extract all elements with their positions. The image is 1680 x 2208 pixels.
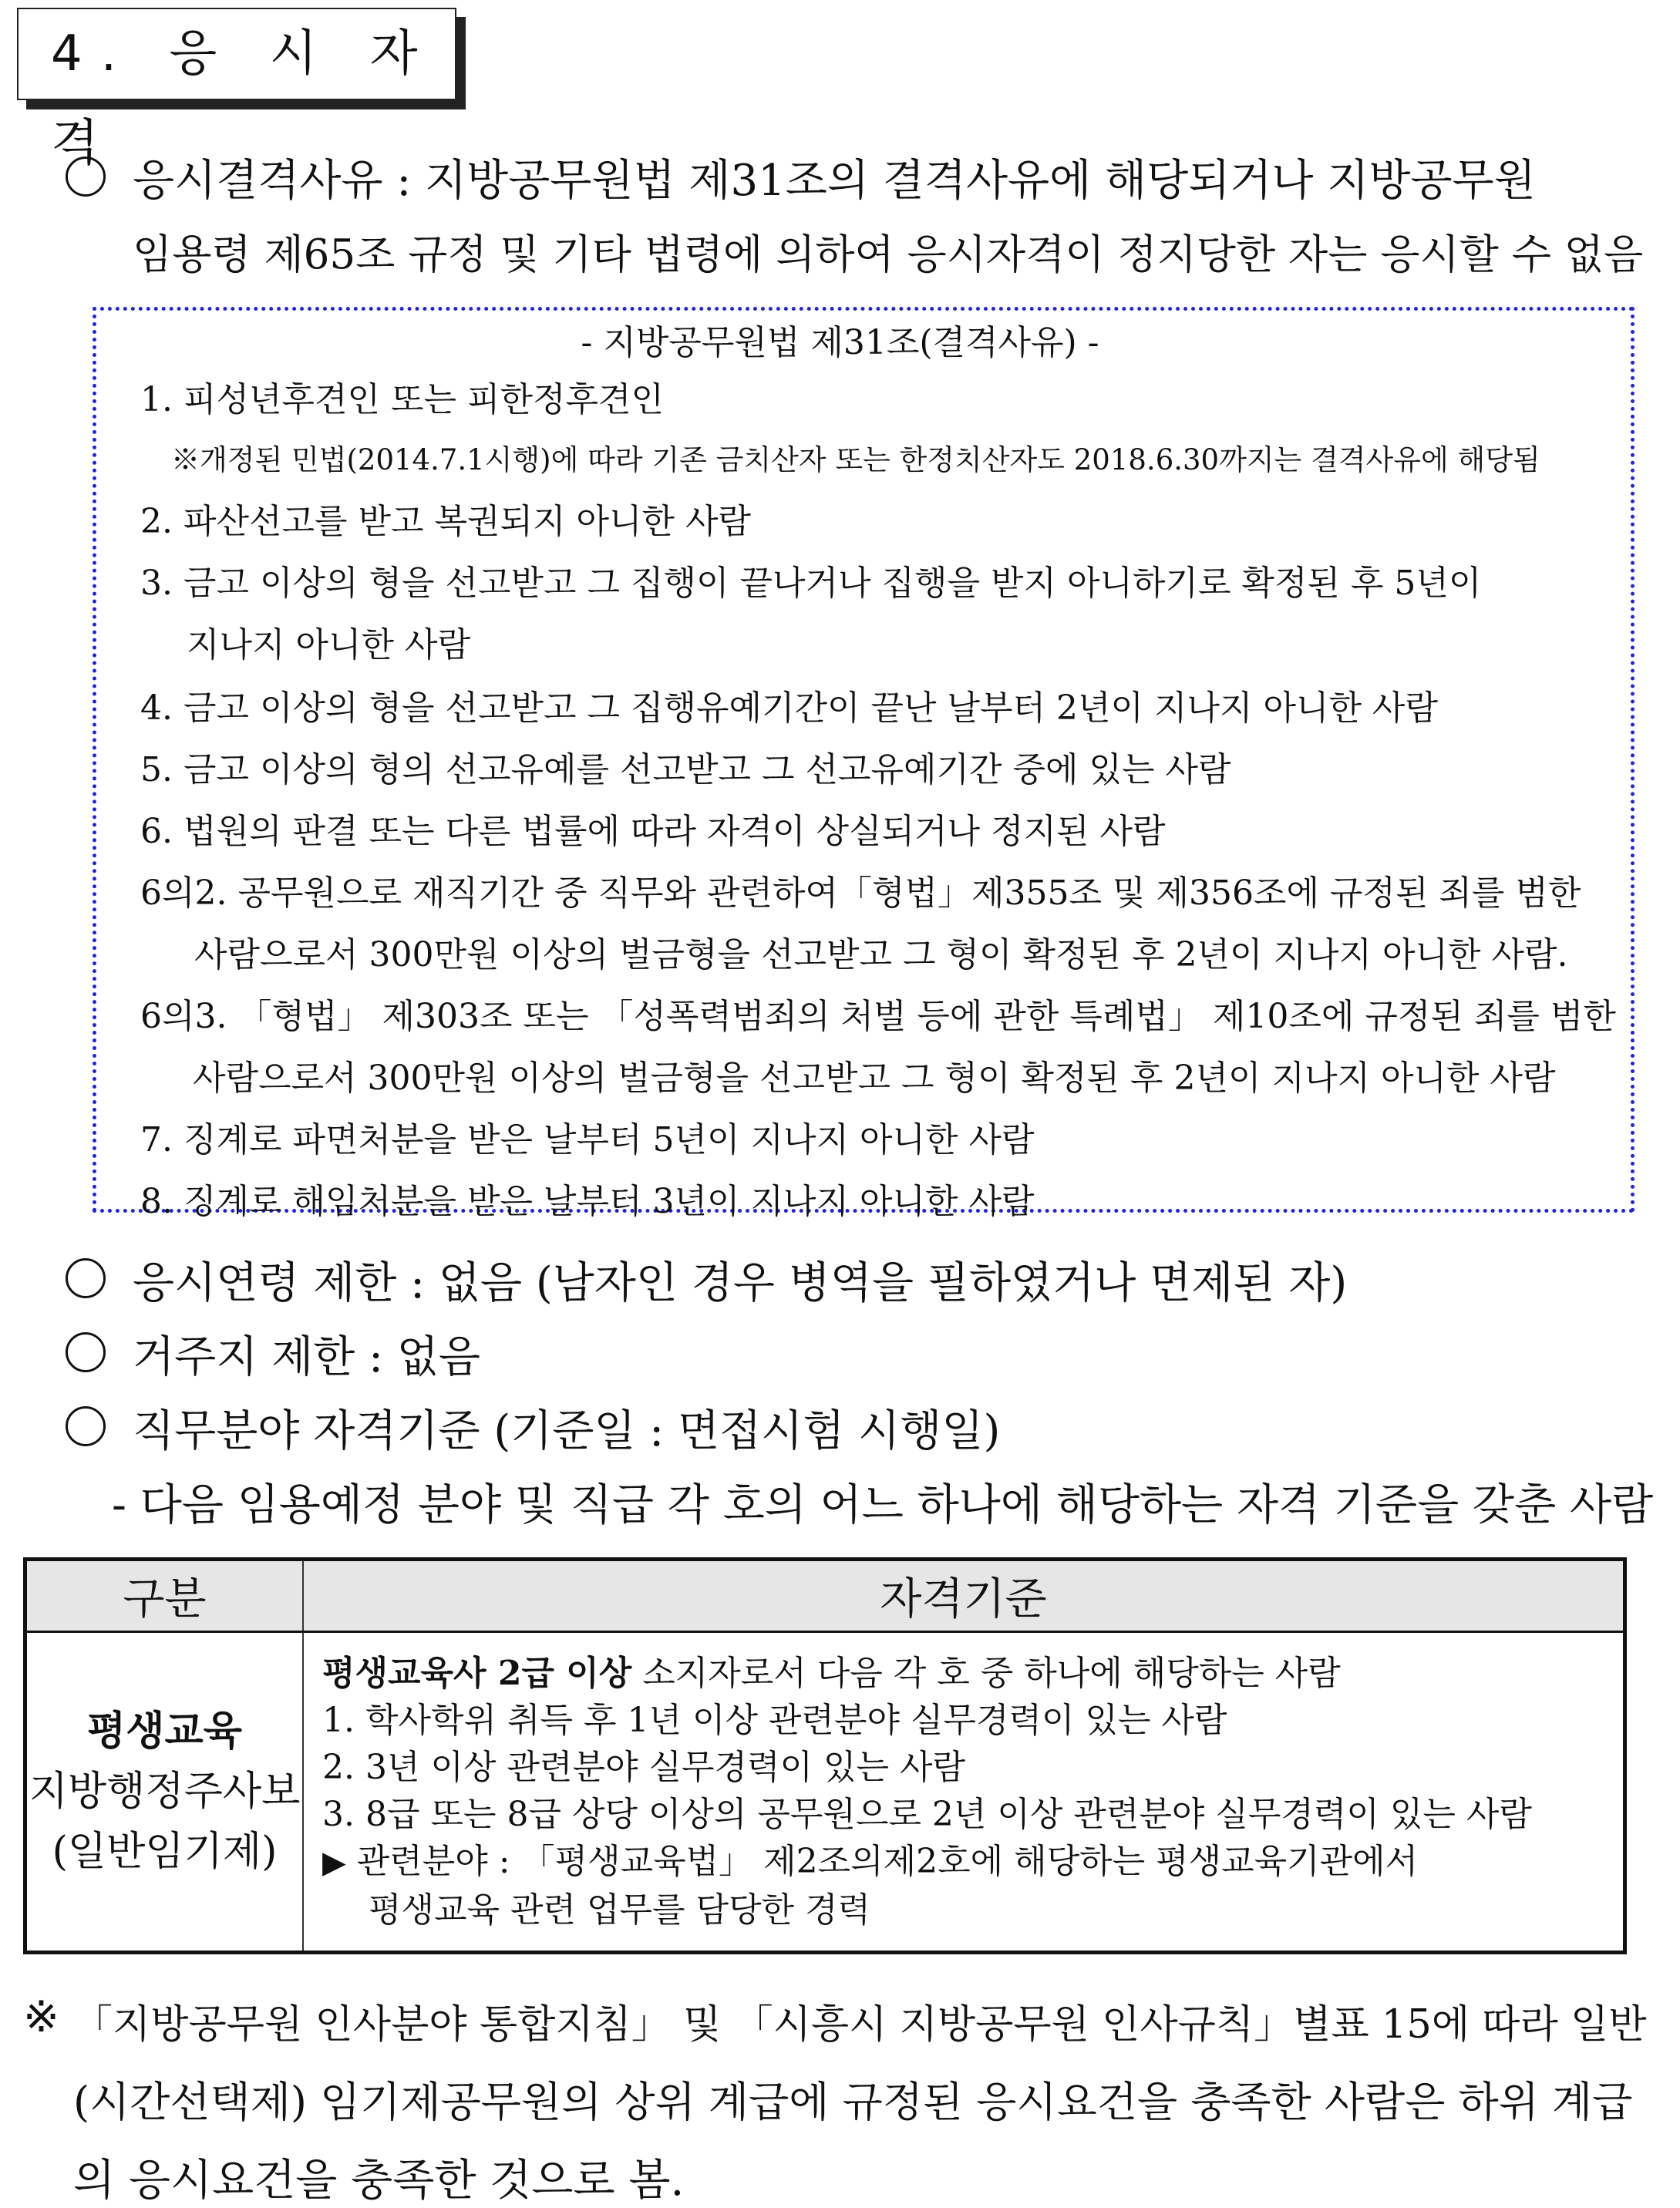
category-cell — [25, 1632, 304, 1953]
note-line1: 「지방공무원 인사분야 통합지침」 및 「시흥시 지방공무원 인사규칙」별표 15에 따라 일반 — [73, 2002, 1647, 2048]
criteria-item: 3. 8급 또는 8급 상당 이상의 공무원으로 2년 이상 관련분야 실무경력이 있는 사람 — [322, 1795, 1532, 1834]
law-item-cont: 지나지 아니한 사람 — [187, 625, 471, 665]
circle-bullet-icon — [66, 157, 106, 197]
law-item: 4. 금고 이상의 형을 선고받고 그 집행유예기간이 끝난 날부터 2년이 지나지 아니한 사람 — [140, 688, 1438, 728]
criteria-item: 1. 학사학위 취득 후 1년 이상 관련분야 실무경력이 있는 사람 — [322, 1701, 1227, 1740]
related-field-line1: 관련분야 : 「평생교육법」 제2조의제2호에 해당하는 평생교육기관에서 — [356, 1842, 1419, 1881]
law-item: 7. 징계로 파면처분을 받은 날부터 5년이 지나지 아니한 사람 — [140, 1120, 1035, 1160]
disqualification-line1: 응시결격사유 : 지방공무원법 제31조의 결격사유에 해당되거나 지방공무원 — [133, 156, 1536, 206]
law-item: 6의2. 공무원으로 재직기간 중 직무와 관련하여「형법」제355조 및 제356조에 규정된 죄를 범한 — [140, 873, 1581, 913]
criteria-table — [23, 1557, 1627, 1954]
law-item: 3. 금고 이상의 형을 선고받고 그 집행이 끝나거나 집행을 받지 아니하기로 확정된 후 5년이 — [140, 564, 1482, 603]
section-title: 4. 응 시 자 격 — [17, 8, 456, 100]
disqualification-line2: 임용령 제65조 규정 및 기타 법령에 의하여 응시자격이 정지당한 자는 응시할 수 없음 — [133, 231, 1644, 278]
law-item: 1. 피성년후견인 또는 피한정후견인 — [140, 380, 664, 419]
criteria-item: 2. 3년 이상 관련분야 실무경력이 있는 사람 — [322, 1748, 965, 1787]
related-field-line2: 평생교육 관련 업무를 담당한 경력 — [369, 1890, 870, 1930]
header-category: 구분 — [25, 1560, 304, 1632]
law-note: ※개정된 민법(2014.7.1시행)에 따라 기존 금치산자 또는 한정치산자도 2018.6.30까지는 결격사유에 해당됨 — [171, 443, 1540, 476]
age-limit: 응시연령 제한 : 없음 (남자인 경우 병역을 필하였거나 면제된 자) — [133, 1258, 1348, 1308]
law-item-cont: 사람으로서 300만원 이상의 벌금형을 선고받고 그 형이 확정된 후 2년이 지나지 아니한 사람. — [194, 935, 1568, 974]
law-box-title: - 지방공무원법 제31조(결격사유) - — [581, 323, 1099, 362]
law-item: 2. 파산선고를 받고 복권되지 아니한 사람 — [140, 502, 751, 541]
category-line1: 평생교육 — [87, 1708, 242, 1755]
job-criteria-sub: - 다음 임용예정 분야 및 직급 각 호의 어느 하나에 해당하는 자격 기준을 갖춘 사람 — [112, 1480, 1654, 1530]
category-line3: (일반임기제) — [52, 1829, 278, 1875]
note-mark: ※ — [23, 1992, 59, 2042]
circle-bullet-icon — [66, 1332, 106, 1372]
category-line2: 지방행정주사보 — [29, 1769, 301, 1815]
law-item: 8. 징계로 해임처분을 받은 날부터 3년이 지나지 아니한 사람 — [140, 1182, 1035, 1221]
law-item-cont: 사람으로서 300만원 이상의 벌금형을 선고받고 그 형이 확정된 후 2년이 지나지 아니한 사람 — [193, 1059, 1556, 1098]
criteria-lead-bold: 평생교육사 2급 이상 — [322, 1654, 632, 1693]
note-line3: 의 응시요건을 충족한 것으로 봄. — [73, 2156, 685, 2206]
criteria-lead-rest: 소지자로서 다음 각 호 중 하나에 해당하는 사람 — [631, 1654, 1341, 1693]
criteria-cell — [303, 1632, 1625, 1953]
circle-bullet-icon — [66, 1258, 106, 1298]
law-item: 5. 금고 이상의 형의 선고유예를 선고받고 그 선고유예기간 중에 있는 사람 — [140, 750, 1231, 789]
note-line2: (시간선택제) 임기제공무원의 상위 계급에 규정된 응시요건을 충족한 사람은 하위 계급 — [73, 2078, 1633, 2126]
circle-bullet-icon — [66, 1406, 106, 1446]
triangle-bullet-icon: ▶ — [322, 1845, 346, 1880]
residence-limit: 거주지 제한 : 없음 — [133, 1332, 480, 1382]
law-item: 6. 법원의 판결 또는 다른 법률에 따라 자격이 상실되거나 정지된 사람 — [140, 812, 1166, 851]
law-item: 6의3. 「형법」 제303조 또는 「성폭력범죄의 처벌 등에 관한 특례법」 제10조에 규정된 죄를 범한 — [140, 997, 1616, 1036]
header-criteria: 자격기준 — [303, 1560, 1625, 1632]
job-criteria-heading: 직무분야 자격기준 (기준일 : 면접시험 시행일) — [133, 1406, 1001, 1456]
